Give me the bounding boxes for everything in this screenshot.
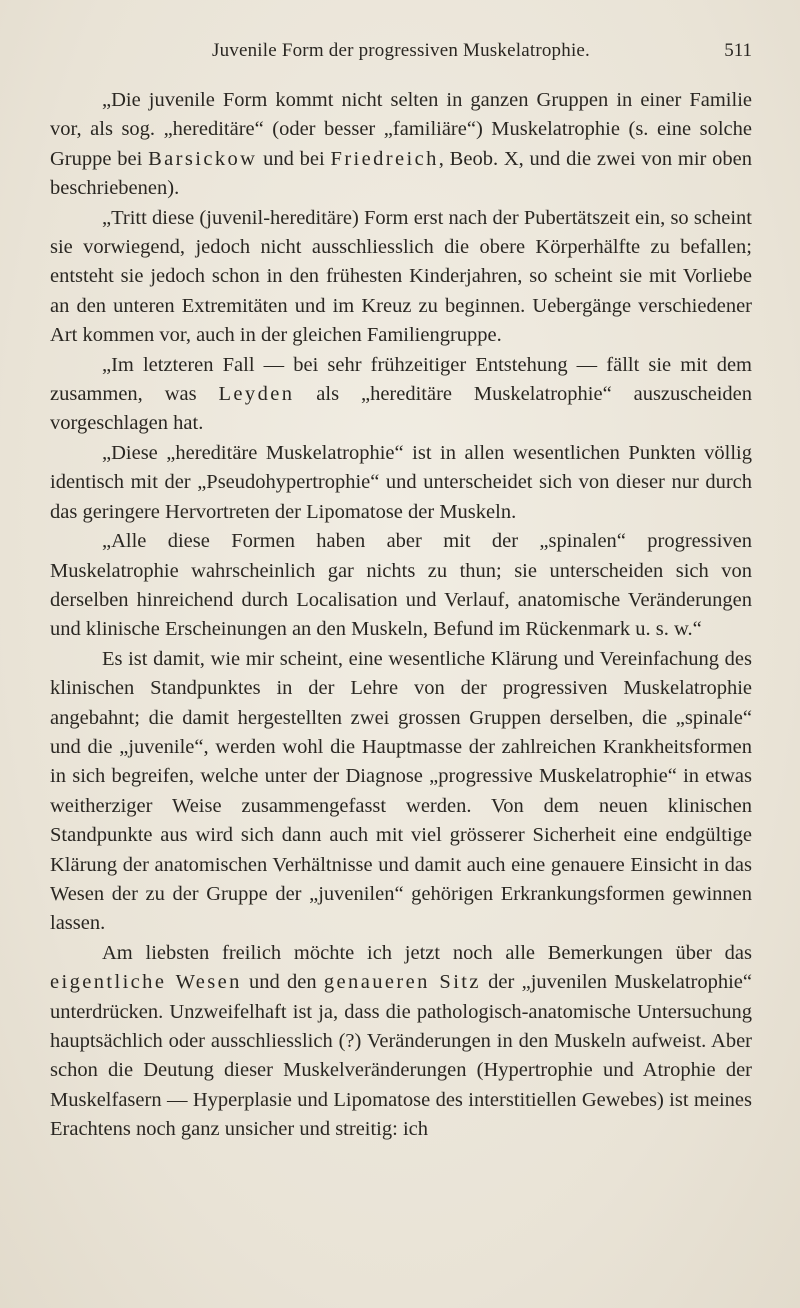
paragraph-text: Am liebsten freilich möchte ich jetzt noch alle Bemerkungen über das: [102, 941, 752, 964]
paragraph-text: und den: [241, 971, 324, 994]
paragraph-text: , Beob. X, und die zwei von mir oben beschriebenen).: [50, 147, 753, 200]
paragraph: [50, 939, 752, 1145]
running-title: Juvenile Form der progressiven Muskelatrophie.: [211, 40, 591, 61]
paragraph-text: als „hereditäre Muskelatrophie“ auszuscheiden vorgeschlagen hat.: [50, 383, 752, 435]
paragraph-text: und bei: [257, 147, 331, 170]
paragraph: [50, 645, 752, 939]
spaced-emphasis-text: eigentliche Wesen: [50, 971, 242, 994]
spaced-emphasis-text: genaueren Sitz: [323, 971, 481, 994]
paragraph: [50, 527, 752, 645]
spaced-emphasis-text: Leyden: [218, 383, 295, 406]
paragraph-text: „Im letzteren Fall — bei sehr frühzeitiger Entstehung — fällt sie mit dem zusammen, was: [50, 353, 752, 406]
paragraph-text: „Alle diese Formen haben aber mit der „spinalen“ progressiven Muskelatrophie wahrscheinlich gar nichts zu thun; sie unterscheiden sich von derselben hinreichend durch Localisation und Verlauf, anatomische Veränderungen und klinische Erscheinungen an den Muskeln, Befund im Rückenmark u. s. w.“: [50, 530, 752, 641]
paragraph-text: Es ist damit, wie mir scheint, eine wesentliche Klärung und Vereinfachung des klinischen Standpunktes in der Lehre von der progressiven Muskelatrophie angebahnt; die damit hergestellten zwei grossen Gruppen derselben, die „spinale“ und die „juvenile“, werden wohl die Hauptmasse der zahlreichen Krankheitsformen in sich begreifen, welche unter der Diagnose „progressive Muskelatrophie“ in etwas weitherziger Weise zusammengefasst werden. Von dem neuen klinischen Standpunkte aus wird sich dann auch mit viel grösserer Sicherheit eine endgültige Klärung der anatomischen Verhältnisse und damit auch eine genauere Einsicht in das Wesen der zu der Gruppe der „juvenilen“ gehörigen Erkrankungsformen gewinnen lassen.: [50, 647, 752, 935]
page-header: [50, 40, 752, 68]
page-body-text: [50, 86, 752, 1145]
paragraph: [50, 351, 752, 439]
paragraph-text: „Diese „hereditäre Muskelatrophie“ ist in allen wesentlichen Punkten völlig identisch mit der „Pseudohypertrophie“ und unterscheidet sich von dieser nur durch das geringere Hervortreten der Lipomatose der Muskeln.: [50, 441, 752, 523]
paragraph-text: „Tritt diese (juvenil-hereditäre) Form erst nach der Pubertätszeit ein, so scheint sie vorwiegend, jedoch nicht ausschliesslich die obere Körperhälfte zu befallen; entsteht sie jedoch schon in den frühesten Kinderjahren, so scheint sie mit Vorliebe an den unteren Extremitäten und im Kreuz zu beginnen. Uebergänge verschiedener Art kommen vor, auch in der gleichen Familiengruppe.: [50, 206, 752, 347]
paragraph-text: der „juvenilen Muskelatrophie“ unterdrücken. Unzweifelhaft ist ja, dass die pathologisch-anatomische Untersuchung hauptsächlich oder ausschliesslich (?) Veränderungen in den Muskeln aufweist. Aber schon die Deutung dieser Muskelveränderungen (Hypertrophie und Atrophie der Muskelfasern — Hyperplasie und Lipomatose des interstitiellen Gewebes) ist meines Erachtens noch ganz unsicher und streitig: ich: [50, 971, 752, 1141]
spaced-emphasis-text: Barsickow: [148, 147, 258, 170]
page-number: 511: [724, 40, 752, 61]
paragraph: [50, 204, 752, 351]
spaced-emphasis-text: Friedreich: [330, 147, 439, 170]
paragraph-text: „Die juvenile Form kommt nicht selten in ganzen Gruppen in einer Familie vor, als sog. „hereditäre“ (oder besser „familiäre“) Muskelatrophie (s. eine solche Gruppe bei: [50, 89, 752, 170]
paragraph: [50, 86, 752, 204]
paragraph: [50, 439, 752, 527]
